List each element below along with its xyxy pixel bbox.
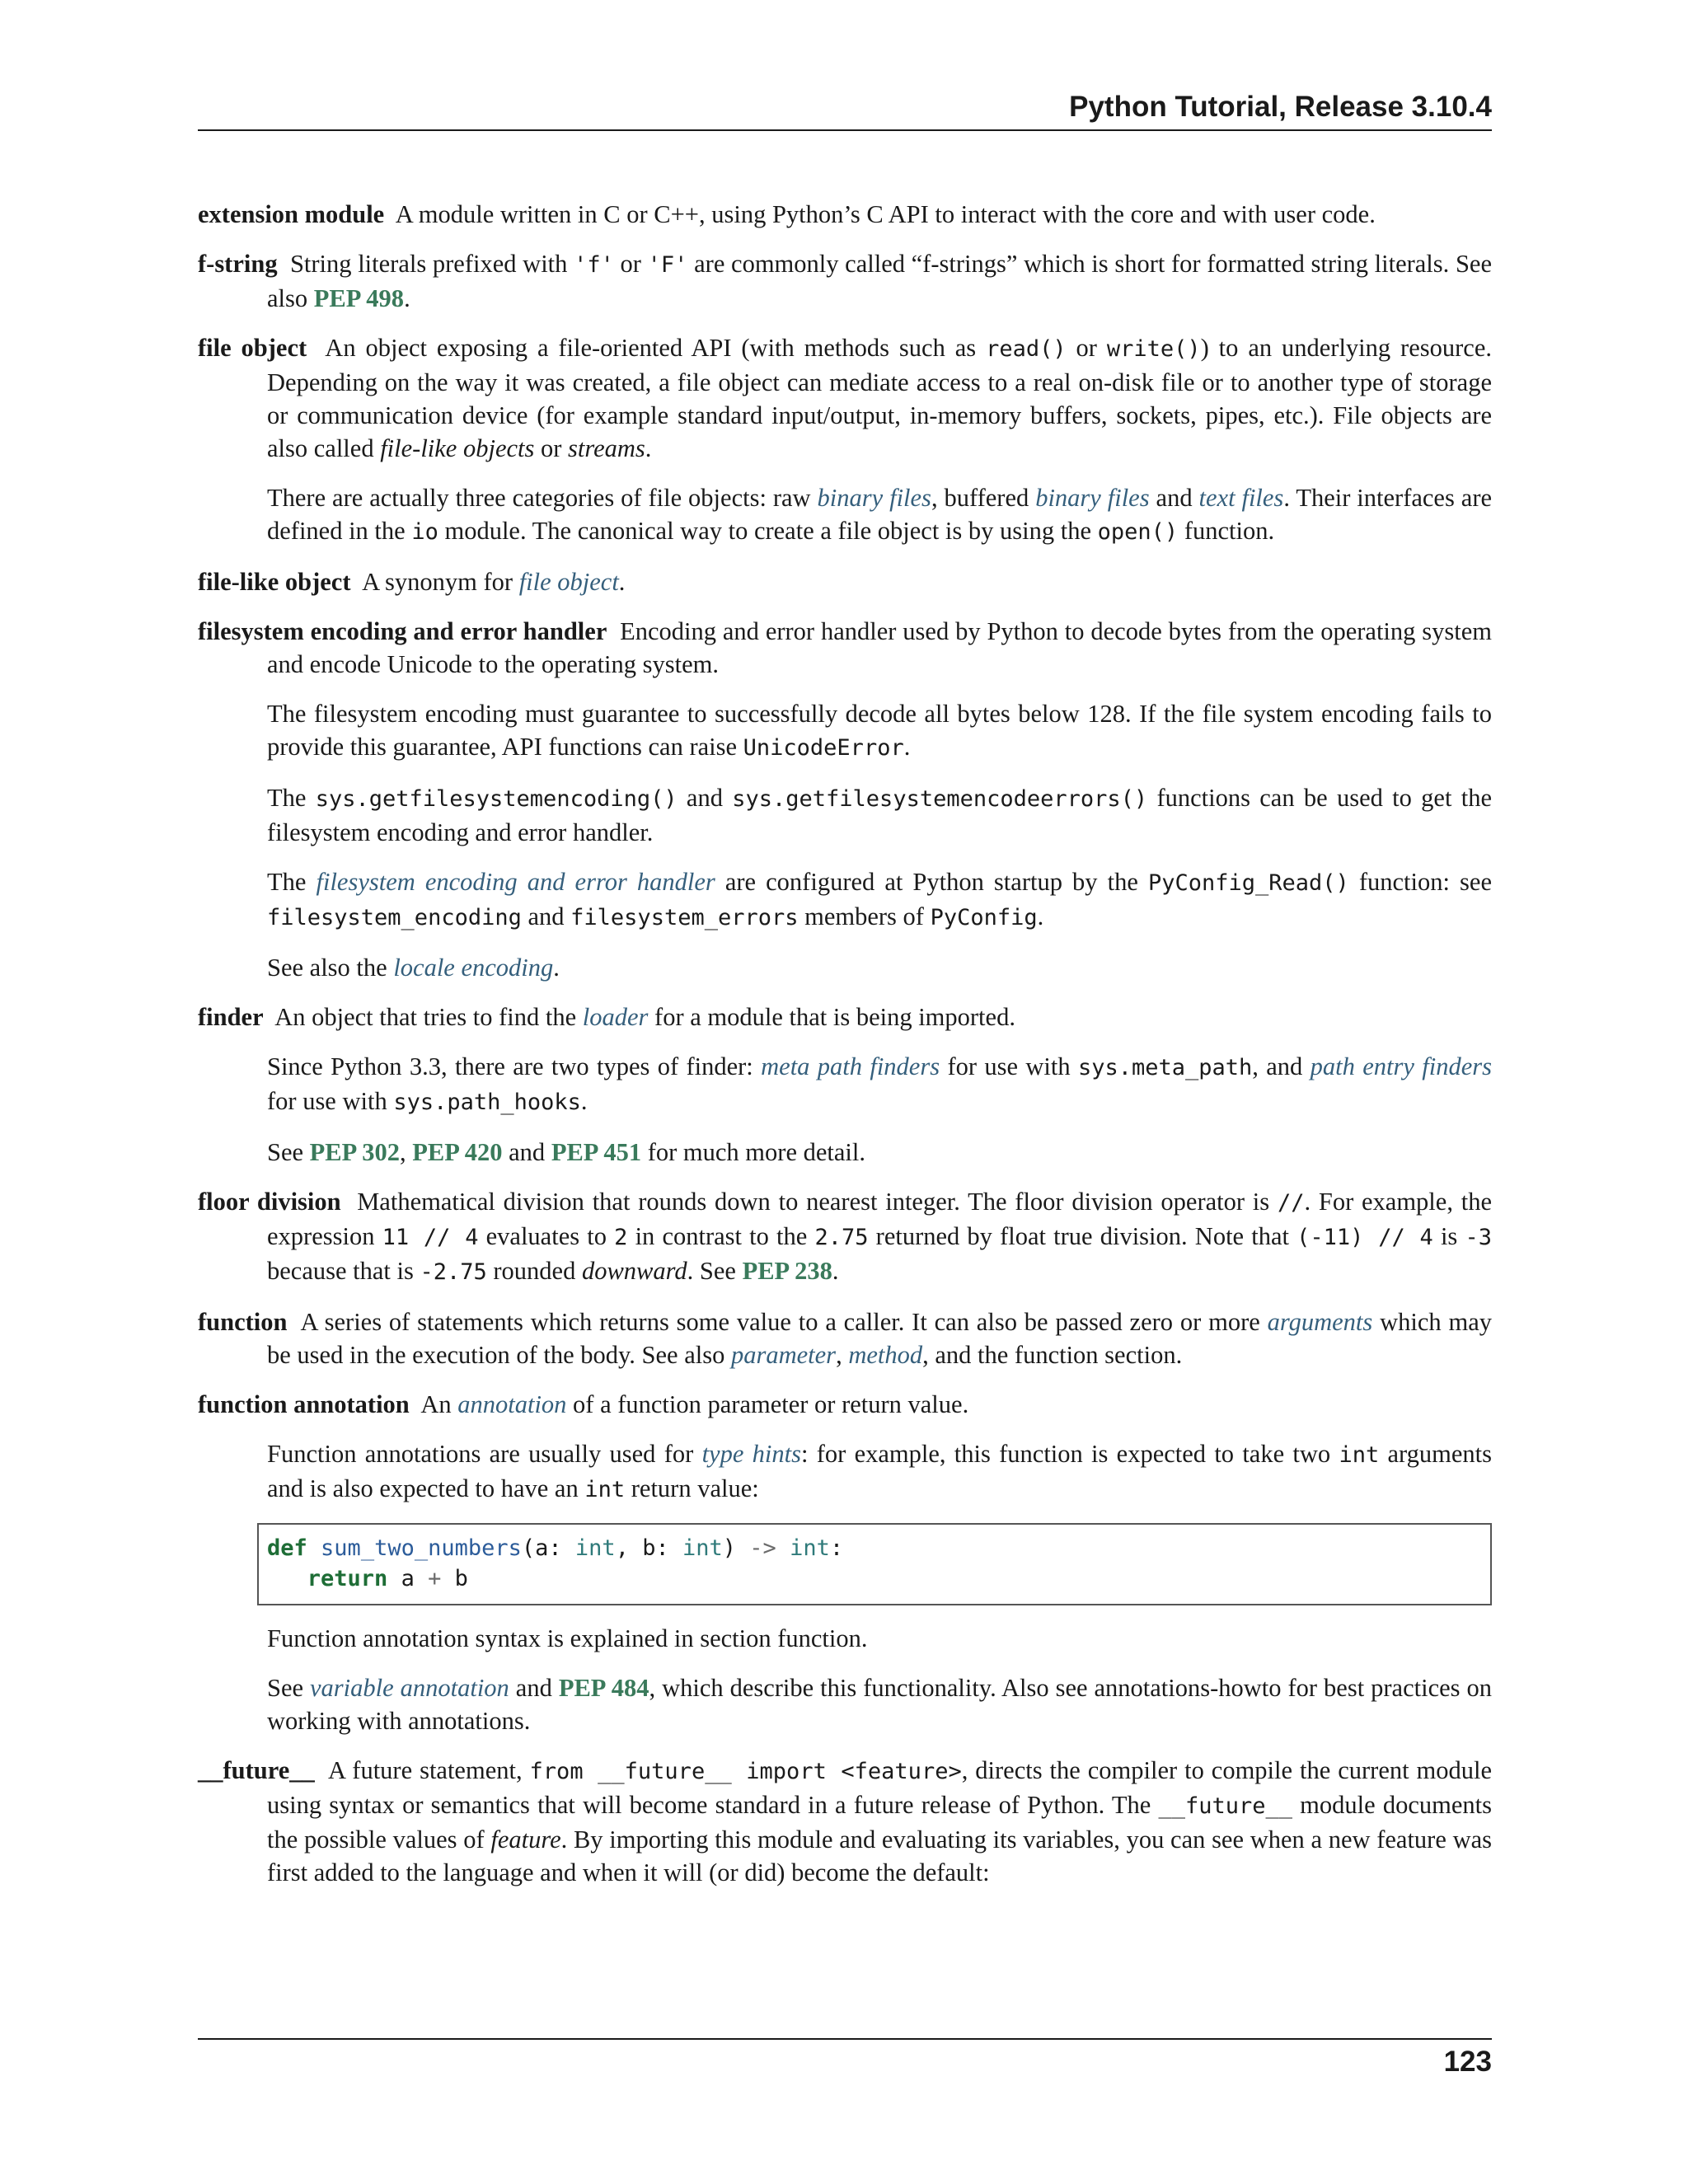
definition bbox=[198, 1001, 1492, 1033]
inline-code: 11 // 4 bbox=[382, 1225, 479, 1250]
paragraph bbox=[267, 781, 1492, 849]
definition bbox=[198, 198, 1492, 231]
code-text: a bbox=[387, 1566, 429, 1591]
code-builtin: int bbox=[574, 1535, 616, 1561]
emphasis: downward bbox=[581, 1257, 687, 1285]
text: See bbox=[267, 1138, 310, 1166]
inline-code: open() bbox=[1097, 519, 1179, 545]
text: Function annotations are usually used for bbox=[267, 1440, 702, 1468]
text: , bbox=[399, 1138, 413, 1166]
paragraph bbox=[267, 1050, 1492, 1119]
text: function: see bbox=[1348, 868, 1492, 896]
definition bbox=[198, 565, 1492, 598]
inline-code: filesystem_encoding bbox=[267, 905, 522, 930]
text: There are actually three categories of file objects: raw bbox=[267, 484, 818, 512]
text: The bbox=[267, 868, 316, 896]
glossary-entry-function bbox=[198, 1305, 1492, 1371]
text: A series of statements which returns some value to a caller. It can also be passed zero or more bbox=[300, 1308, 1268, 1336]
text: , which describe this functionality. Also see annotations-howto for best practices on working with annotations. bbox=[267, 1674, 1492, 1735]
text: The bbox=[267, 784, 316, 812]
text: because that is bbox=[267, 1257, 420, 1285]
code-text: : bbox=[829, 1535, 844, 1561]
term: function bbox=[198, 1308, 288, 1336]
text: rounded bbox=[486, 1257, 582, 1285]
code-function-name: sum_two_numbers bbox=[321, 1535, 522, 1561]
text: , and the function section. bbox=[922, 1341, 1183, 1369]
emphasis: file-like objects bbox=[380, 434, 535, 462]
text: and bbox=[509, 1674, 559, 1702]
paragraph: Function annotation syntax is explained in section function. bbox=[267, 1624, 868, 1652]
definition bbox=[198, 1185, 1492, 1289]
text: , buffered bbox=[931, 484, 1036, 512]
paragraph bbox=[267, 1671, 1492, 1737]
code-block[interactable] bbox=[257, 1523, 1492, 1605]
definition bbox=[198, 1754, 1492, 1889]
text-files-link[interactable]: text files bbox=[1198, 484, 1284, 512]
inline-code: int bbox=[1339, 1442, 1380, 1468]
pep-451-link[interactable]: PEP 451 bbox=[551, 1138, 642, 1166]
inline-code: // bbox=[1277, 1190, 1305, 1216]
text: evaluates to bbox=[478, 1222, 615, 1250]
text: and bbox=[1149, 484, 1199, 512]
text: . See bbox=[687, 1257, 743, 1285]
meta-path-finders-link[interactable]: meta path finders bbox=[761, 1052, 940, 1080]
definition bbox=[198, 331, 1492, 465]
term: function annotation bbox=[198, 1390, 410, 1418]
text: return value: bbox=[625, 1474, 759, 1502]
text: and bbox=[677, 784, 733, 812]
inline-code: __future__ bbox=[1158, 1793, 1292, 1819]
text: ) to an underlying resource. Depending on the way it was created, a file object can mediate access to a real on-disk file or to another type of storage or communication device (for example standard input/output, in-memory buffers, sockets, pipes, etc.). File objects are also called bbox=[267, 334, 1492, 462]
inline-code: sys.getfilesystemencoding() bbox=[315, 786, 678, 812]
text: or bbox=[534, 434, 569, 462]
glossary-entry-extension-module bbox=[198, 198, 1492, 231]
glossary-entry-filesystem-encoding bbox=[198, 615, 1492, 984]
annotation-link[interactable]: annotation bbox=[457, 1390, 567, 1418]
filesystem-encoding-link[interactable]: filesystem encoding and error handler bbox=[316, 868, 715, 896]
binary-files-link[interactable]: binary files bbox=[817, 484, 931, 512]
inline-code: write() bbox=[1106, 336, 1201, 362]
text: arguments and is also expected to have an bbox=[267, 1440, 1493, 1502]
code-builtin: int bbox=[682, 1535, 723, 1561]
glossary-entry-function-annotation bbox=[198, 1388, 1492, 1737]
paragraph bbox=[267, 951, 1492, 984]
text: for use with bbox=[940, 1052, 1078, 1080]
text: module. The canonical way to create a file object is by using the bbox=[438, 517, 1098, 545]
text: . bbox=[1037, 902, 1044, 930]
code-operator: -> bbox=[749, 1535, 776, 1561]
text: . By importing this module and evaluating its variables, you can see when a new feature was first added to the language and when it will (or did) become the default: bbox=[267, 1825, 1492, 1886]
term: file object bbox=[198, 334, 307, 362]
text: . bbox=[580, 1087, 588, 1115]
glossary-entry-file-like-object bbox=[198, 565, 1492, 598]
code-text: , b: bbox=[615, 1535, 682, 1561]
code-text: ) bbox=[722, 1535, 750, 1561]
text: which may be used in the execution of the body. See also bbox=[267, 1308, 1492, 1369]
text: . bbox=[404, 284, 410, 312]
variable-annotation-link[interactable]: variable annotation bbox=[310, 1674, 509, 1702]
term: finder bbox=[198, 1003, 264, 1031]
text: and bbox=[521, 902, 571, 930]
text: A future statement, bbox=[328, 1756, 530, 1784]
text: An bbox=[420, 1390, 458, 1418]
text: A module written in C or C++, using Python’s C API to interact with the core and with user code. bbox=[395, 200, 1376, 228]
text: , directs the compiler to compile the current module using syntax or semantics that will become standard in a future release of Python. The bbox=[267, 1756, 1493, 1819]
text: Since Python 3.3, there are two types of finder: bbox=[267, 1052, 762, 1080]
code-indent bbox=[267, 1566, 307, 1591]
inline-code: PyConfig bbox=[930, 905, 1038, 930]
glossary-entry-future bbox=[198, 1754, 1492, 1889]
running-header: Python Tutorial, Release 3.10.4 bbox=[1069, 91, 1492, 123]
paragraph bbox=[267, 1437, 1492, 1507]
text: . Their interfaces are defined in the bbox=[267, 484, 1493, 545]
text: or bbox=[1066, 334, 1107, 362]
term: file-like object bbox=[198, 568, 351, 596]
text: for a module that is being imported. bbox=[648, 1003, 1015, 1031]
header-rule bbox=[198, 129, 1492, 131]
text: . For example, the expression bbox=[267, 1188, 1492, 1250]
paragraph bbox=[267, 1136, 1492, 1169]
code-operator: + bbox=[428, 1566, 442, 1591]
code-keyword-def: def bbox=[267, 1535, 307, 1561]
emphasis: feature bbox=[490, 1825, 561, 1854]
text: Encoding and error handler used by Python to decode bytes from the operating system and encode Unicode to the operating system. bbox=[267, 617, 1492, 678]
glossary-content bbox=[198, 198, 1492, 1905]
text: A synonym for bbox=[362, 568, 519, 596]
paragraph bbox=[267, 865, 1492, 935]
text: returned by float true division. Note that bbox=[868, 1222, 1297, 1250]
code-text: (a: bbox=[521, 1535, 575, 1561]
code-builtin: int bbox=[790, 1535, 830, 1561]
inline-code: sys.getfilesystemencodeerrors() bbox=[732, 786, 1148, 812]
text: String literals prefixed with bbox=[289, 250, 574, 278]
inline-code: 2 bbox=[614, 1225, 628, 1250]
text: See also the bbox=[267, 954, 394, 982]
glossary-entry-f-string bbox=[198, 247, 1492, 315]
text: in contrast to the bbox=[627, 1222, 815, 1250]
text: . bbox=[618, 568, 626, 596]
inline-code: PyConfig_Read() bbox=[1147, 870, 1349, 896]
code-text: b bbox=[441, 1566, 468, 1591]
inline-code: 2.75 bbox=[814, 1225, 869, 1250]
parameter-link[interactable]: parameter bbox=[730, 1341, 837, 1369]
text: An object exposing a file-oriented API (with methods such as bbox=[325, 334, 987, 362]
inline-code: sys.meta_path bbox=[1077, 1055, 1253, 1080]
inline-code: int bbox=[584, 1477, 626, 1502]
term: filesystem encoding and error handler bbox=[198, 617, 607, 645]
inline-code: UnicodeError bbox=[743, 735, 904, 761]
text: : for example, this function is expected to take two bbox=[800, 1440, 1339, 1468]
definition bbox=[198, 247, 1492, 315]
text: is bbox=[1432, 1222, 1465, 1250]
code-keyword-return: return bbox=[307, 1566, 388, 1591]
pep-498-link[interactable]: PEP 498 bbox=[313, 284, 405, 312]
text: members of bbox=[798, 902, 931, 930]
text: or bbox=[613, 250, 648, 278]
text: are configured at Python startup by the bbox=[715, 868, 1148, 896]
glossary-entry-floor-division bbox=[198, 1185, 1492, 1289]
arguments-link[interactable]: arguments bbox=[1267, 1308, 1373, 1336]
term: floor division bbox=[198, 1188, 341, 1216]
inline-code: -3 bbox=[1465, 1225, 1492, 1250]
inline-code: sys.path_hooks bbox=[393, 1090, 581, 1115]
text: Mathematical division that rounds down to nearest integer. The floor division operator is bbox=[357, 1188, 1278, 1216]
path-entry-finders-link[interactable]: path entry finders bbox=[1310, 1052, 1492, 1080]
pep-420-link[interactable]: PEP 420 bbox=[412, 1138, 503, 1166]
text: . bbox=[645, 434, 652, 462]
emphasis: streams bbox=[568, 434, 645, 462]
text: of a function parameter or return value. bbox=[566, 1390, 969, 1418]
text: module documents the possible values of bbox=[267, 1791, 1492, 1854]
text: . bbox=[553, 954, 560, 982]
text: for use with bbox=[267, 1087, 394, 1115]
text: The filesystem encoding must guarantee to successfully decode all bytes below 128. If the file system encoding fails to provide this guarantee, API functions can raise bbox=[267, 700, 1492, 761]
type-hints-link[interactable]: type hints bbox=[701, 1440, 801, 1468]
locale-encoding-link[interactable]: locale encoding bbox=[393, 954, 554, 982]
inline-code: filesystem_errors bbox=[570, 905, 799, 930]
text: and bbox=[502, 1138, 551, 1166]
footer-rule bbox=[198, 2038, 1492, 2040]
text: . bbox=[832, 1257, 839, 1285]
page-number: 123 bbox=[1443, 2046, 1492, 2078]
definition bbox=[198, 1305, 1492, 1371]
text: functions can be used to get the filesystem encoding and error handler. bbox=[267, 784, 1492, 846]
method-link[interactable]: method bbox=[848, 1341, 923, 1369]
pep-302-link[interactable]: PEP 302 bbox=[309, 1138, 400, 1166]
text: See bbox=[267, 1674, 311, 1702]
inline-code: from __future__ import <feature> bbox=[529, 1759, 962, 1784]
definition bbox=[198, 1388, 1492, 1421]
pep-238-link[interactable]: PEP 238 bbox=[742, 1257, 832, 1285]
inline-code: (-11) // 4 bbox=[1296, 1225, 1433, 1250]
file-object-link[interactable]: file object bbox=[518, 568, 619, 596]
paragraph bbox=[267, 697, 1492, 765]
inline-code: io bbox=[411, 519, 438, 545]
text: An object that tries to find the bbox=[274, 1003, 583, 1031]
inline-code: -2.75 bbox=[420, 1259, 487, 1285]
term: extension module bbox=[198, 200, 385, 228]
binary-files-link[interactable]: binary files bbox=[1035, 484, 1150, 512]
text: for much more detail. bbox=[641, 1138, 865, 1166]
definition bbox=[198, 615, 1492, 681]
text: . bbox=[903, 733, 911, 761]
paragraph bbox=[267, 481, 1492, 549]
term: f-string bbox=[198, 250, 278, 278]
text: are commonly called “f-strings” which is short for formatted string literals. See also bbox=[267, 250, 1492, 312]
text: , bbox=[836, 1341, 849, 1369]
loader-link[interactable]: loader bbox=[582, 1003, 649, 1031]
text: , and bbox=[1252, 1052, 1311, 1080]
term: __future__ bbox=[198, 1756, 315, 1784]
inline-code: 'F' bbox=[647, 252, 688, 278]
pep-484-link[interactable]: PEP 484 bbox=[558, 1674, 649, 1702]
glossary-entry-file-object bbox=[198, 331, 1492, 549]
glossary-entry-finder bbox=[198, 1001, 1492, 1169]
inline-code: 'f' bbox=[574, 252, 614, 278]
text: function. bbox=[1178, 517, 1275, 545]
inline-code: read() bbox=[986, 336, 1067, 362]
